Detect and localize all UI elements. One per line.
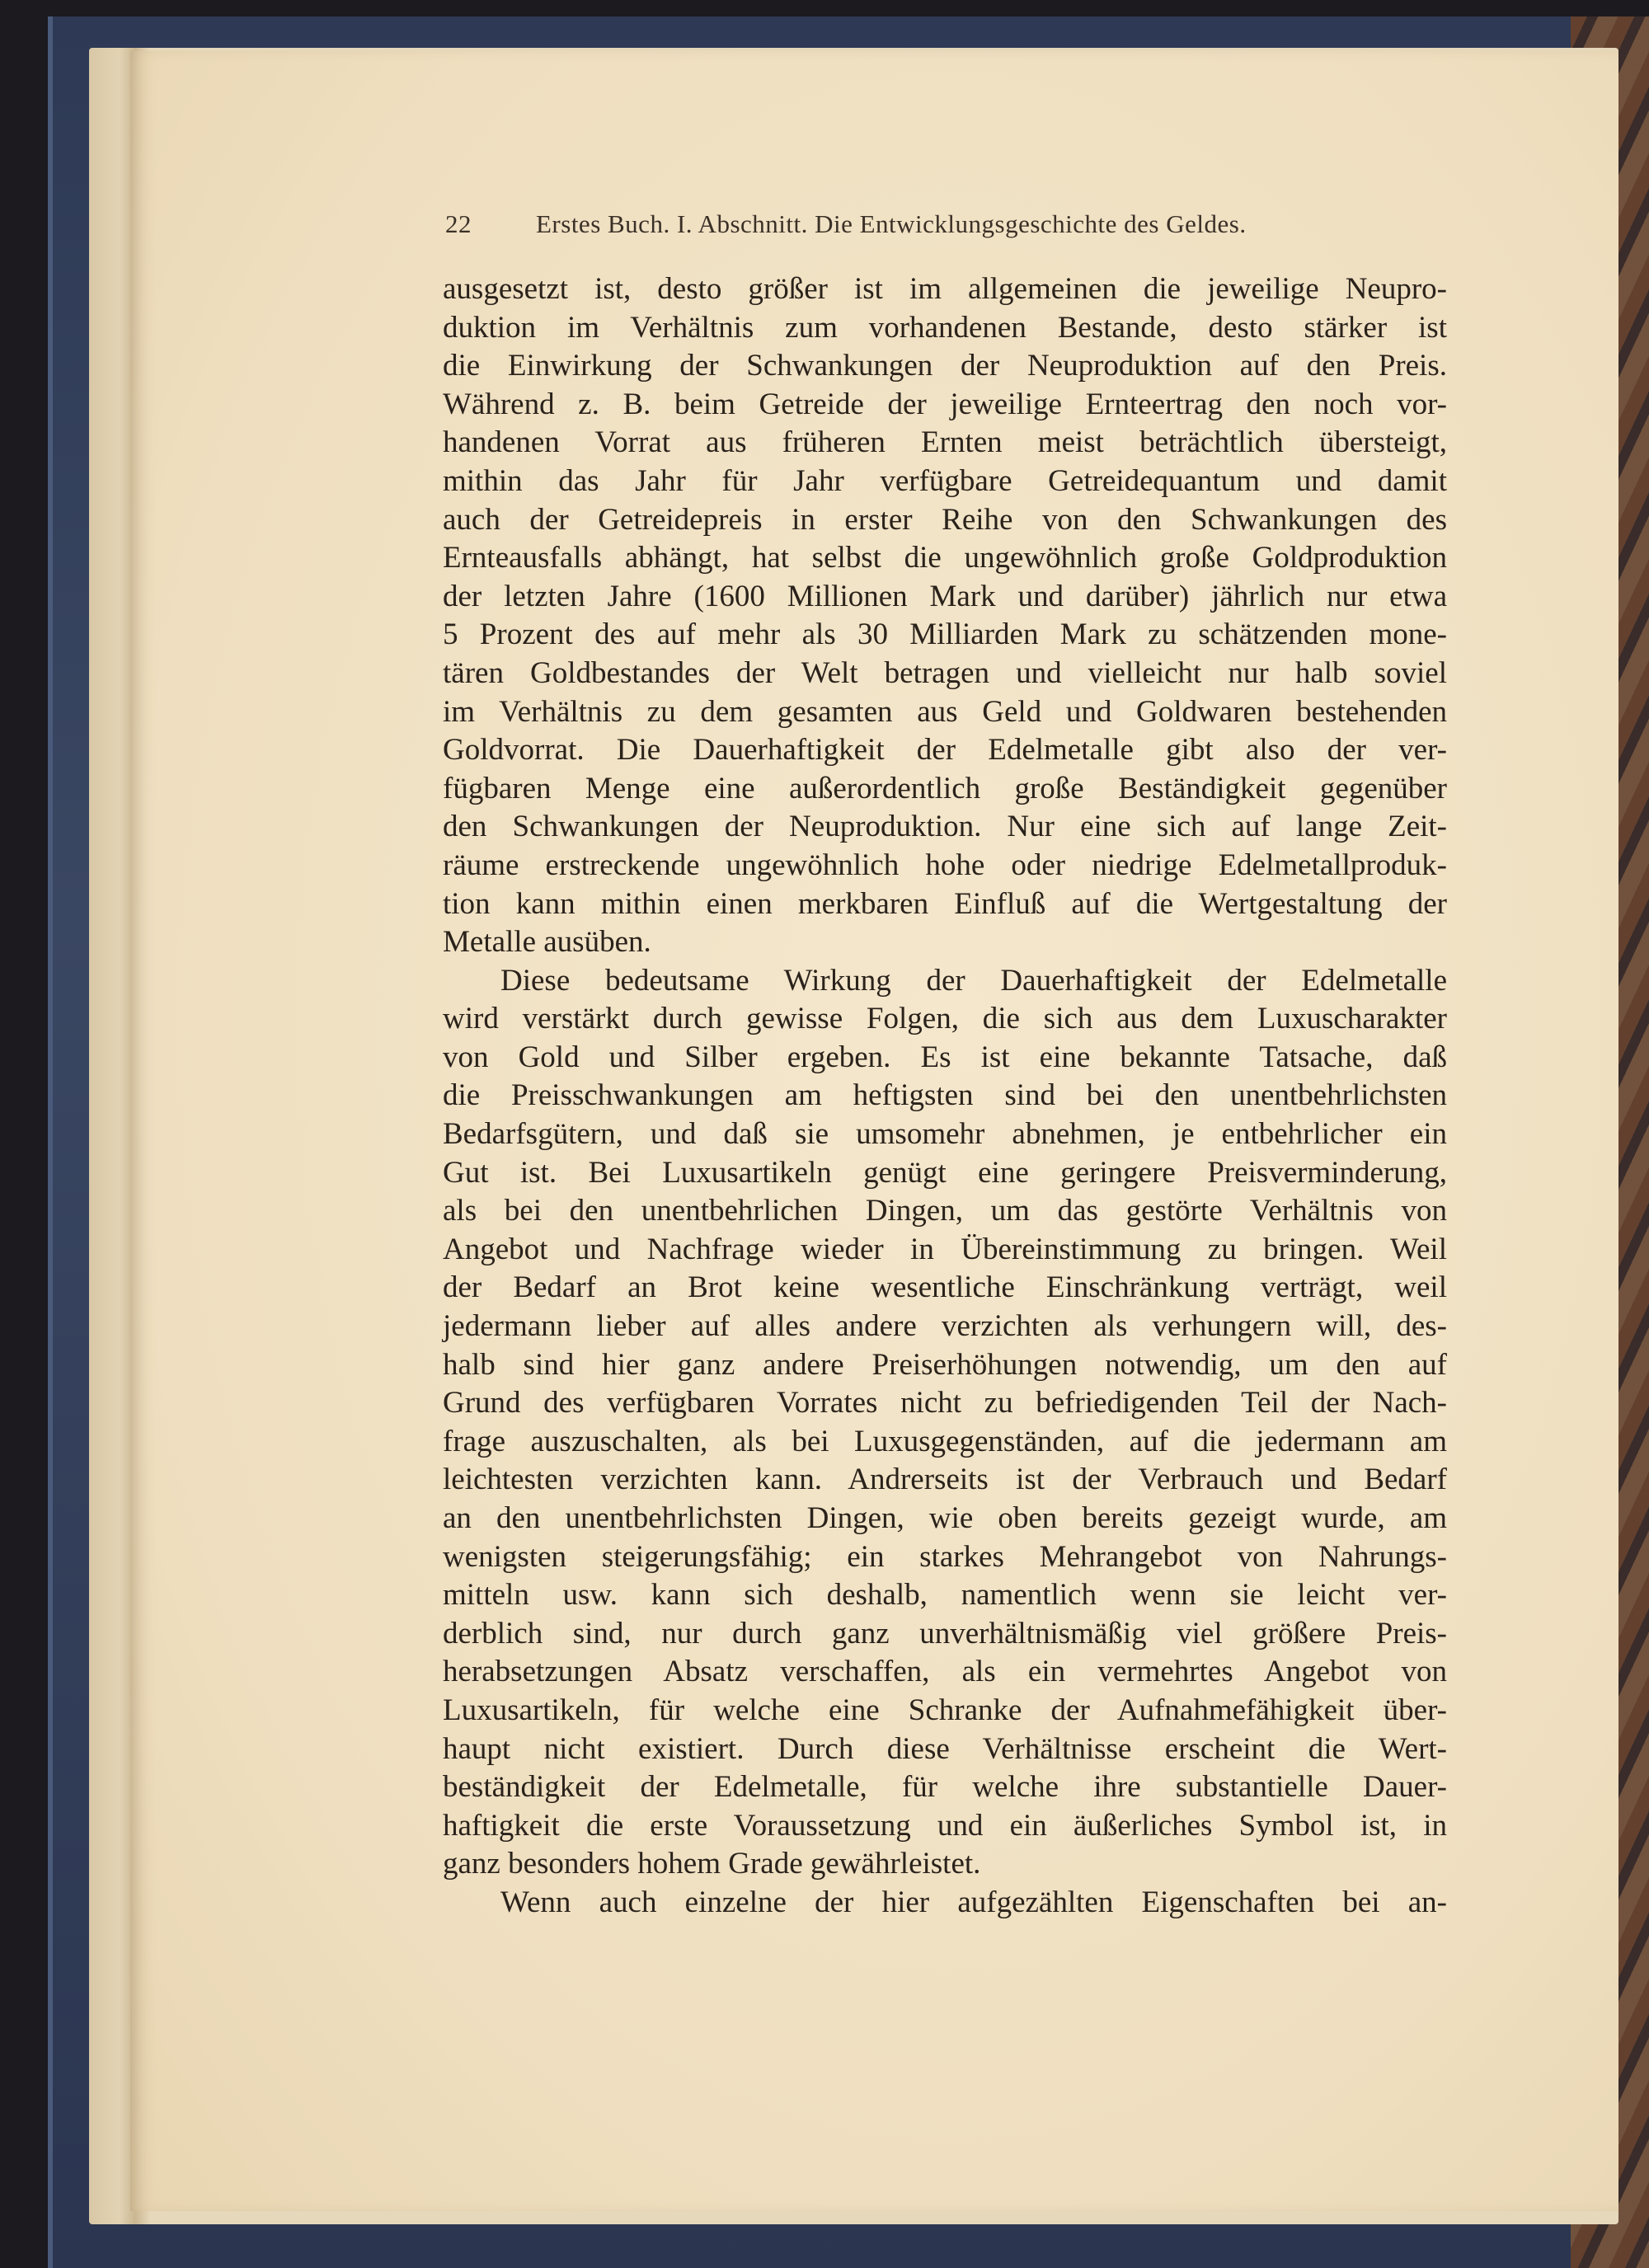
text-line: Goldvorrat. Die Dauerhaftigkeit der Edelmetalle gibt also der ver- — [443, 733, 1447, 768]
text-line: der Bedarf an Brot keine wesentliche Einschränkung verträgt, weil — [443, 1270, 1447, 1305]
text-line: Bedarfsgütern, und daß sie umsomehr abnehmen, je entbehrlicher ein — [443, 1117, 1447, 1152]
text-line: 5 Prozent des auf mehr als 30 Milliarden Mark zu schätzenden mone- — [443, 617, 1447, 652]
text-line: handenen Vorrat aus früheren Ernten meist beträchtlich übersteigt, — [443, 425, 1447, 460]
text-line: Ernteausfalls abhängt, hat selbst die ungewöhnlich große Goldproduktion — [443, 541, 1447, 575]
text-line: Diese bedeutsame Wirkung der Dauerhaftigkeit der Edelmetalle — [500, 963, 1447, 998]
text-line: Angebot und Nachfrage wieder in Übereinstimmung zu bringen. Weil — [443, 1232, 1447, 1266]
text-line: im Verhältnis zu dem gesamten aus Geld und Goldwaren bestehenden — [443, 694, 1447, 729]
running-header — [445, 209, 1369, 239]
text-line: von Gold und Silber ergeben. Es ist eine bekannte Tatsache, daß — [443, 1040, 1447, 1074]
text-line: Luxusartikeln, für welche eine Schranke der Aufnahmefähigkeit über- — [443, 1693, 1447, 1727]
text-line: frage auszuschalten, als bei Luxusgegenständen, auf die jedermann am — [443, 1424, 1447, 1458]
text-line: herabsetzungen Absatz verschaffen, als ein vermehrtes Angebot von — [443, 1655, 1447, 1689]
text-line: den Schwankungen der Neuproduktion. Nur eine sich auf lange Zeit- — [443, 810, 1447, 844]
text-line: Gut ist. Bei Luxusartikeln genügt eine geringere Preisverminderung, — [443, 1155, 1447, 1190]
text-line: tären Goldbestandes der Welt betragen und vielleicht nur halb soviel — [443, 655, 1447, 690]
text-line: Grund des verfügbaren Vorrates nicht zu befriedigenden Teil der Nach- — [443, 1386, 1447, 1420]
text-line: tion kann mithin einen merkbaren Einfluß auf die Wertgestaltung der — [443, 886, 1447, 921]
text-line: fügbaren Menge eine außerordentlich große Beständigkeit gegenüber — [443, 771, 1447, 805]
text-line: Metalle ausüben. — [443, 925, 651, 960]
text-line: leichtesten verzichten kann. Andrerseits ist der Verbrauch und Bedarf — [443, 1463, 1447, 1497]
text-line: an den unentbehrlichsten Dingen, wie oben bereits gezeigt wurde, am — [443, 1501, 1447, 1535]
text-line: wird verstärkt durch gewisse Folgen, die sich aus dem Luxuscharakter — [443, 1002, 1447, 1036]
text-line: beständigkeit der Edelmetalle, für welche ihre substantielle Dauer- — [443, 1770, 1447, 1805]
text-line: mitteln usw. kann sich deshalb, namentlich wenn sie leicht ver- — [443, 1578, 1447, 1613]
text-line: duktion im Verhältnis zum vorhandenen Bestande, desto stärker ist — [443, 310, 1447, 345]
text-line: Wenn auch einzelne der hier aufgezählten Eigenschaften bei an- — [500, 1885, 1447, 1919]
running-title: Erstes Buch. I. Abschnitt. Die Entwicklungsgeschichte des Geldes. — [536, 209, 1247, 238]
text-line: ausgesetzt ist, desto größer ist im allgemeinen die jeweilige Neupro- — [443, 272, 1447, 306]
page-number: 22 — [445, 209, 472, 238]
text-line: räume erstreckende ungewöhnlich hohe oder niedrige Edelmetallproduk- — [443, 848, 1447, 882]
text-line: haftigkeit die erste Voraussetzung und ein äußerliches Symbol ist, in — [443, 1808, 1447, 1843]
text-line: halb sind hier ganz andere Preiserhöhungen notwendig, um den auf — [443, 1347, 1447, 1382]
text-line: die Einwirkung der Schwankungen der Neuproduktion auf den Preis. — [443, 349, 1447, 383]
text-line: derblich sind, nur durch ganz unverhältnismäßig viel größere Preis- — [443, 1616, 1447, 1651]
text-line: als bei den unentbehrlichen Dingen, um das gestörte Verhältnis von — [443, 1194, 1447, 1228]
text-line: der letzten Jahre (1600 Millionen Mark und darüber) jährlich nur etwa — [443, 579, 1447, 613]
text-line: wenigsten steigerungsfähig; ein starkes Mehrangebot von Nahrungs- — [443, 1539, 1447, 1574]
body-text — [443, 270, 1447, 1923]
text-line: die Preisschwankungen am heftigsten sind bei den unentbehrlichsten — [443, 1078, 1447, 1113]
text-line: Während z. B. beim Getreide der jeweilige Ernteertrag den noch vor- — [443, 387, 1447, 421]
text-line: ganz besonders hohem Grade gewährleistet. — [443, 1847, 981, 1881]
text-line: haupt nicht existiert. Durch diese Verhältnisse erscheint die Wert- — [443, 1731, 1447, 1766]
text-line: jedermann lieber auf alles andere verzichten als verhungern will, des- — [443, 1309, 1447, 1344]
text-line: mithin das Jahr für Jahr verfügbare Getreidequantum und damit — [443, 463, 1447, 498]
text-line: auch der Getreidepreis in erster Reihe von den Schwankungen des — [443, 502, 1447, 537]
